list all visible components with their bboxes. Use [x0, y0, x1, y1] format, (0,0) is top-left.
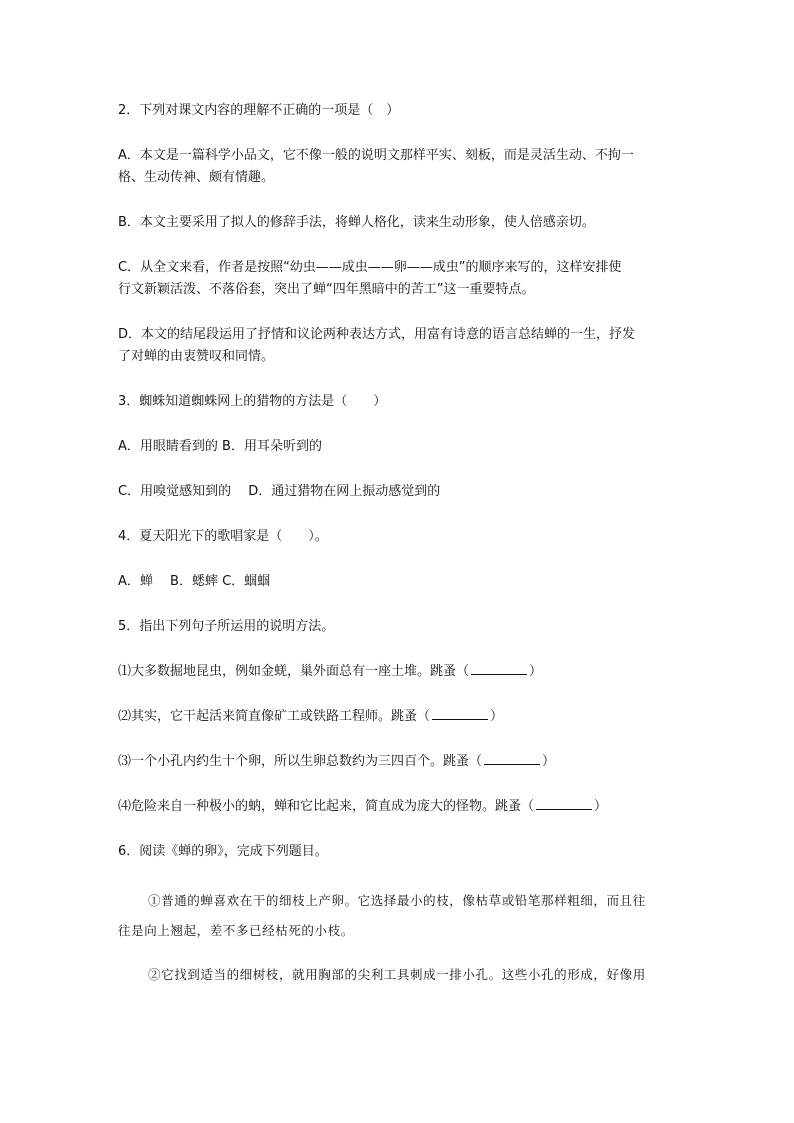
q5-sentence-2-text: ⑵其实，它干起活来简直像矿工或铁路工程师。跳蚤（ [118, 709, 431, 724]
answer-blank-4[interactable] [536, 797, 592, 810]
question-5-stem: 5．指出下列句子所运用的说明方法。 [118, 619, 335, 634]
q2-option-c-line1: C．从全文来看，作者是按照“幼虫——成虫——卵——成虫”的顺序来写的，这样安排使 [118, 260, 622, 275]
q5-sentence-4 [118, 796, 684, 818]
answer-blank-1[interactable] [471, 662, 527, 675]
q4-options: A．蝉 B．蟋蟀 C．蝈蝈 [118, 574, 271, 589]
q2-option-b: B．本文主要采用了拟人的修辞手法，将蝉人格化，读来生动形象，使人倍感亲切。 [118, 215, 595, 230]
q5-sentence-2 [118, 706, 684, 728]
document-page [118, 100, 684, 986]
q2-option-d-line1: D．本文的结尾段运用了抒情和议论两种表达方式，用富有诗意的语言总结蝉的一生，抒发 [118, 327, 636, 342]
bracket-close: ） [594, 799, 608, 814]
q2-option-c-line2: 行文新颖活泼、不落俗套，突出了蝉“四年黑暗中的苦工”这一重要特点。 [118, 282, 535, 297]
question-3-stem: 3．蜘蛛知道蜘蛛网上的猎物的方法是（ ） [118, 394, 387, 409]
q2-option-a-line1: A．本文是一篇科学小品文，它不像一般的说明文那样平实、刻板，而是灵活生动、不拘一 [118, 148, 634, 163]
question-4-stem: 4．夏天阳光下的歌唱家是（ ）。 [118, 529, 328, 544]
q5-sentence-3-text: ⑶一个小孔内约生十个卵，所以生卵总数约为三四百个。跳蚤（ [118, 754, 483, 769]
q3-options-ab: A．用眼睛看到的 B．用耳朵听到的 [118, 439, 322, 454]
question-2-stem: 2．下列对课文内容的理解不正确的一项是（ ） [118, 103, 400, 118]
answer-blank-3[interactable] [484, 752, 540, 765]
bracket-close: ） [490, 709, 504, 724]
q2-option-a-line2: 格、生动传神、颇有情趣。 [118, 170, 275, 185]
q2-option-d-line2: 了对蝉的由衷赞叹和同情。 [118, 349, 275, 364]
passage-paragraph-2-line1: ②它找到适当的细树枝，就用胸部的尖利工具刺成一排小孔。这些小孔的形成，好像用 [148, 967, 646, 982]
q5-sentence-3 [118, 751, 684, 773]
question-6-stem: 6．阅读《蝉的卵》，完成下列题目。 [118, 844, 328, 859]
answer-blank-2[interactable] [432, 707, 488, 720]
q5-sentence-1 [118, 661, 684, 683]
passage-paragraph-1-line1: ①普通的蝉喜欢在干的细枝上产卵。它选择最小的枝，像枯草或铅笔那样粗细，而且往 [148, 893, 646, 908]
q5-sentence-1-text: ⑴大多数掘地昆虫，例如金蜣，巢外面总有一座土堆。跳蚤（ [118, 664, 470, 679]
q3-options-cd: C．用嗅觉感知到的 D．通过猎物在网上振动感觉到的 [118, 484, 441, 499]
q5-sentence-4-text: ⑷危险来自一种极小的蚋，蝉和它比起来，简直成为庞大的怪物。跳蚤（ [118, 799, 535, 814]
bracket-close: ） [542, 754, 556, 769]
bracket-close: ） [529, 664, 543, 679]
passage-paragraph-1-line2: 往是向上翘起，差不多已经枯死的小枝。 [118, 923, 354, 938]
